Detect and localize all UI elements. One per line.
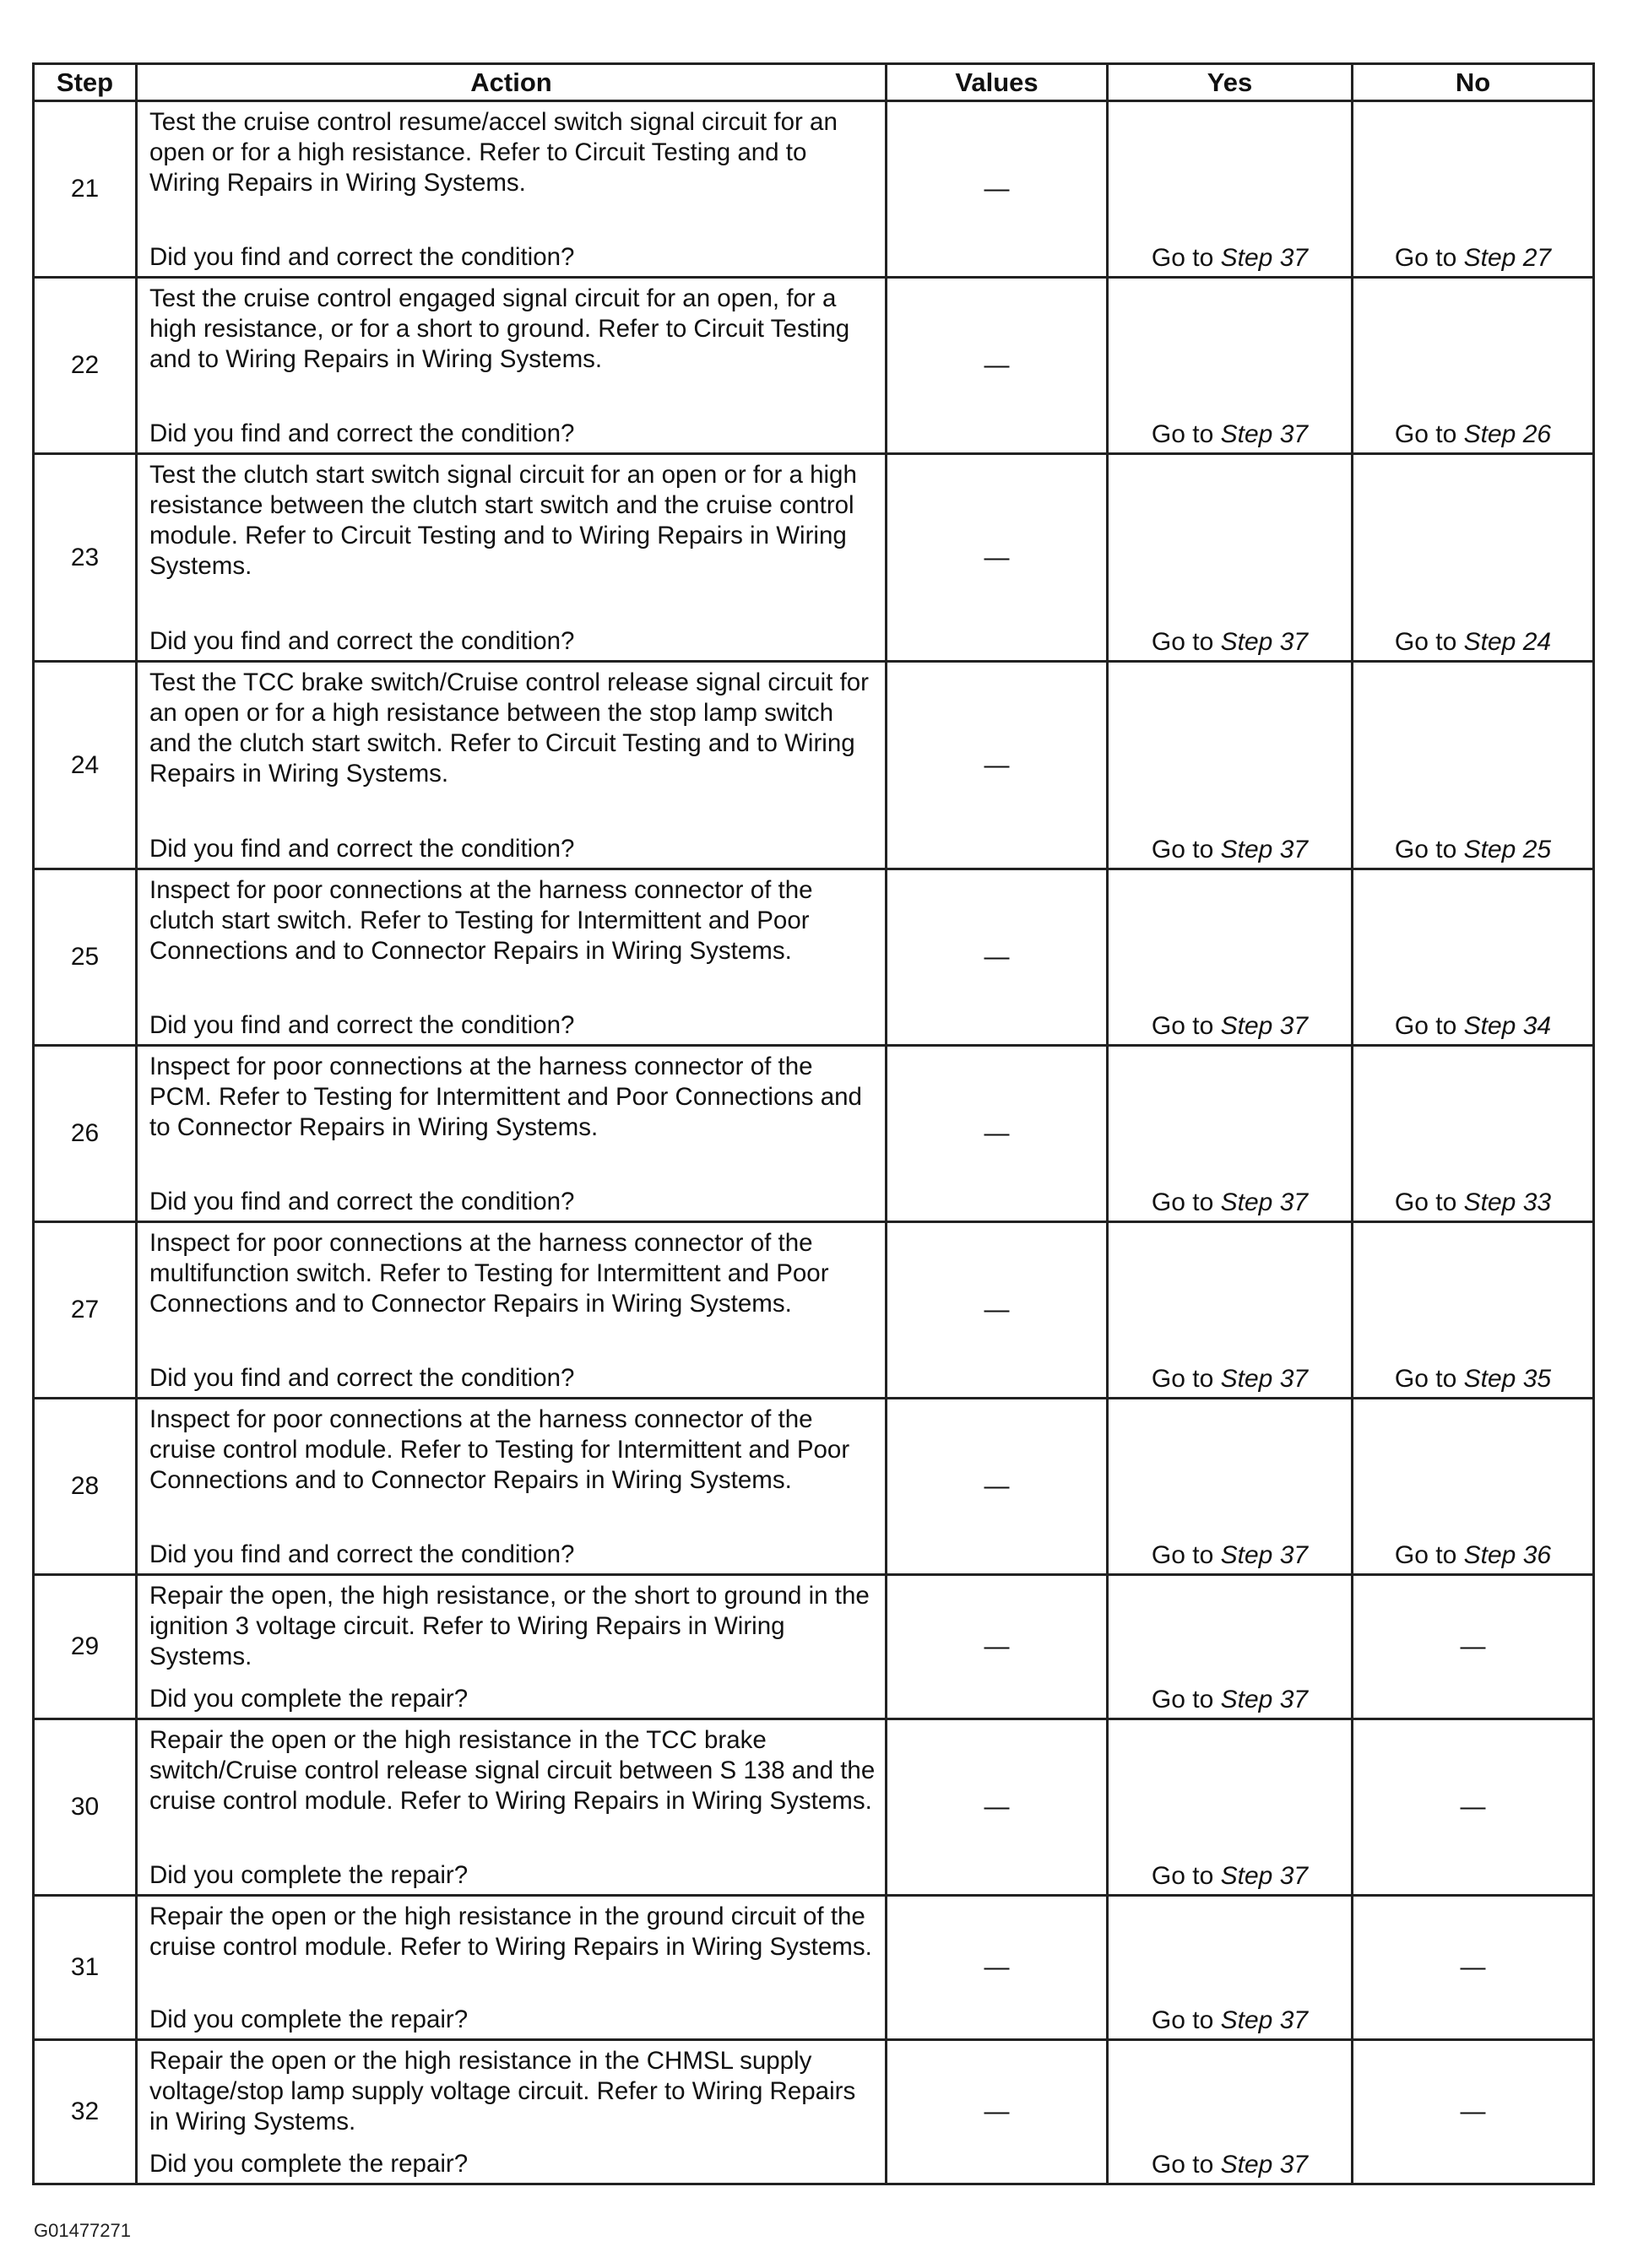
yes-step-ref: Step 37 [1220,1365,1309,1393]
yes-step-ref: Step 37 [1220,1012,1309,1040]
no-goto-prefix: Go to [1394,1188,1457,1216]
action-question: Did you find and correct the condition? [149,419,575,447]
yes-goto-prefix: Go to [1151,420,1214,448]
no-step-ref: Step 35 [1463,1365,1552,1393]
step-number: 26 [34,1046,137,1222]
yes-cell [1108,1222,1353,1399]
header-values: Values [887,64,1108,101]
table-row [34,1046,1594,1222]
values-cell: — [887,278,1108,454]
no-cell [1353,869,1594,1046]
values-cell: — [887,2040,1108,2184]
diagnostic-table [32,62,1595,2185]
yes-step-ref: Step 37 [1220,836,1309,863]
yes-goto [1109,628,1351,657]
table-row [34,1896,1594,2040]
yes-step-ref: Step 37 [1220,244,1309,272]
no-cell [1353,1222,1594,1399]
yes-cell [1108,454,1353,662]
step-number: 24 [34,662,137,869]
yes-step-ref: Step 37 [1220,628,1309,656]
yes-cell [1108,1399,1353,1575]
action-content [149,2046,876,2179]
no-dash: — [1460,2097,1486,2125]
no-cell [1353,278,1594,454]
table-row [34,278,1594,454]
yes-step-ref: Step 37 [1220,1188,1309,1216]
action-content [149,1228,876,1394]
action-cell [137,1896,887,2040]
values-cell: — [887,662,1108,869]
values-cell: — [887,454,1108,662]
no-step-ref: Step 25 [1463,836,1552,863]
values-cell: — [887,1399,1108,1575]
action-cell [137,1046,887,1222]
action-text: Inspect for poor connections at the harness connector of the multifunction switch. Refer to Testing for Intermittent and Poor Connections and to Connector Repairs in Wiring Systems. [149,1229,829,1318]
action-text: Inspect for poor connections at the harness connector of the cruise control module. Refer to Testing for Intermittent and Poor Connections and to Connector Repairs in Wiring Systems. [149,1405,850,1494]
action-cell [137,101,887,278]
yes-goto [1109,1862,1351,1891]
step-number: 22 [34,278,137,454]
no-cell [1353,1575,1594,1719]
action-question: Did you complete the repair? [149,1861,469,1889]
yes-goto [1109,1686,1351,1714]
header-action: Action [137,64,887,101]
yes-cell [1108,869,1353,1046]
action-content [149,1725,876,1891]
step-number: 25 [34,869,137,1046]
yes-goto-prefix: Go to [1151,1862,1214,1890]
action-question: Did you find and correct the condition? [149,835,575,863]
no-goto [1353,420,1592,449]
step-number: 29 [34,1575,137,1719]
action-text: Test the cruise control engaged signal circuit for an open, for a high resistance, or for a short to ground. Refer to Circuit Testing and to Wiring Repairs in Wiring Systems. [149,284,850,373]
action-content [149,1902,876,2035]
no-goto-prefix: Go to [1394,628,1457,656]
values-cell: — [887,101,1108,278]
table-row [34,1575,1594,1719]
values-cell: — [887,1896,1108,2040]
action-cell [137,1222,887,1399]
action-question: Did you complete the repair? [149,1685,469,1713]
step-number: 23 [34,454,137,662]
no-cell [1353,454,1594,662]
action-cell [137,278,887,454]
yes-goto-prefix: Go to [1151,1541,1214,1569]
yes-goto [1109,1188,1351,1217]
no-dash: — [1460,1953,1486,1981]
no-step-ref: Step 34 [1463,1012,1552,1040]
yes-goto-prefix: Go to [1151,2151,1214,2179]
yes-step-ref: Step 37 [1220,2006,1309,2034]
yes-goto-prefix: Go to [1151,1012,1214,1040]
step-number: 27 [34,1222,137,1399]
values-cell: — [887,1719,1108,1896]
action-text: Repair the open, the high resistance, or the short to ground in the ignition 3 voltage circuit. Refer to Wiring Repairs in Wiring Systems. [149,1582,870,1670]
step-number: 31 [34,1896,137,2040]
action-cell [137,1575,887,1719]
no-step-ref: Step 26 [1463,420,1552,448]
values-cell: — [887,1222,1108,1399]
yes-cell [1108,101,1353,278]
step-number: 32 [34,2040,137,2184]
yes-goto [1109,2151,1351,2179]
yes-goto-prefix: Go to [1151,1188,1214,1216]
no-cell [1353,1896,1594,2040]
yes-cell [1108,1575,1353,1719]
table-header-row [34,64,1594,101]
no-step-ref: Step 27 [1463,244,1552,272]
no-goto [1353,1365,1592,1394]
yes-goto [1109,2006,1351,2035]
table-row [34,101,1594,278]
no-step-ref: Step 33 [1463,1188,1552,1216]
yes-cell [1108,2040,1353,2184]
step-number: 30 [34,1719,137,1896]
values-cell: — [887,1575,1108,1719]
no-goto-prefix: Go to [1394,1012,1457,1040]
yes-step-ref: Step 37 [1220,1541,1309,1569]
no-goto-prefix: Go to [1394,1365,1457,1393]
no-step-ref: Step 24 [1463,628,1552,656]
no-goto [1353,244,1592,273]
yes-goto-prefix: Go to [1151,628,1214,656]
action-question: Did you find and correct the condition? [149,1188,575,1215]
table-row [34,1399,1594,1575]
yes-goto-prefix: Go to [1151,244,1214,272]
action-question: Did you find and correct the condition? [149,1540,575,1568]
no-cell [1353,2040,1594,2184]
action-content [149,1052,876,1217]
header-yes: Yes [1108,64,1353,101]
yes-step-ref: Step 37 [1220,1862,1309,1890]
action-cell [137,662,887,869]
values-cell: — [887,1046,1108,1222]
table-body [34,101,1594,2184]
action-content [149,460,876,657]
action-text: Test the cruise control resume/accel switch signal circuit for an open or for a high resistance. Refer to Circuit Testing and to Wiring Repairs in Wiring Systems. [149,108,838,197]
figure-code: G01477271 [34,2220,131,2241]
yes-goto-prefix: Go to [1151,2006,1214,2034]
no-goto [1353,1012,1592,1041]
step-number: 21 [34,101,137,278]
yes-step-ref: Step 37 [1220,2151,1309,2179]
action-content [149,284,876,449]
action-content [149,668,876,864]
no-dash: — [1460,1793,1486,1821]
yes-cell [1108,278,1353,454]
action-content [149,1581,876,1714]
no-goto-prefix: Go to [1394,244,1457,272]
action-question: Did you find and correct the condition? [149,627,575,655]
yes-goto [1109,420,1351,449]
action-question: Did you find and correct the condition? [149,1011,575,1039]
no-step-ref: Step 36 [1463,1541,1552,1569]
step-number: 28 [34,1399,137,1575]
table-row [34,869,1594,1046]
no-goto [1353,1188,1592,1217]
action-text: Inspect for poor connections at the harness connector of the PCM. Refer to Testing for Intermittent and Poor Connections and to Connector Repairs in Wiring Systems. [149,1053,862,1141]
no-cell [1353,1046,1594,1222]
action-content [149,875,876,1041]
action-cell [137,869,887,1046]
no-goto [1353,836,1592,864]
yes-cell [1108,1896,1353,2040]
action-text: Repair the open or the high resistance in the CHMSL supply voltage/stop lamp supply voltage circuit. Refer to Wiring Repairs in Wiring Systems. [149,2047,856,2135]
yes-goto [1109,244,1351,273]
action-content [149,107,876,273]
yes-goto [1109,1541,1351,1570]
action-text: Inspect for poor connections at the harness connector of the clutch start switch. Refer to Testing for Intermittent and Poor Connections and to Connector Repairs in Wiring Systems. [149,876,813,965]
no-cell [1353,1399,1594,1575]
action-text: Test the clutch start switch signal circuit for an open or for a high resistance between the clutch start switch and the cruise control module. Refer to Circuit Testing and to Wiring Repairs in Wiring Systems. [149,461,857,580]
yes-cell [1108,662,1353,869]
header-step: Step [34,64,137,101]
table-row [34,1719,1594,1896]
table-row [34,2040,1594,2184]
no-goto-prefix: Go to [1394,836,1457,863]
action-text: Repair the open or the high resistance in the ground circuit of the cruise control module. Refer to Wiring Repairs in Wiring Systems. [149,1903,872,1961]
yes-goto-prefix: Go to [1151,836,1214,863]
yes-cell [1108,1046,1353,1222]
action-cell [137,2040,887,2184]
yes-goto [1109,1365,1351,1394]
action-content [149,1405,876,1570]
table-row [34,454,1594,662]
no-goto [1353,1541,1592,1570]
no-cell [1353,101,1594,278]
action-question: Did you complete the repair? [149,2005,469,2033]
action-question: Did you complete the repair? [149,2150,469,2178]
action-cell [137,1399,887,1575]
no-goto-prefix: Go to [1394,420,1457,448]
table-row [34,662,1594,869]
table-row [34,1222,1594,1399]
no-goto [1353,628,1592,657]
yes-goto-prefix: Go to [1151,1686,1214,1713]
action-text: Test the TCC brake switch/Cruise control release signal circuit for an open or for a high resistance between the stop lamp switch and the clutch start switch. Refer to Circuit Testing and to Wiring Repairs in Wiring Systems. [149,668,869,788]
action-question: Did you find and correct the condition? [149,1364,575,1392]
no-cell [1353,662,1594,869]
action-text: Repair the open or the high resistance in the TCC brake switch/Cruise control release signal circuit between S 138 and the cruise control module. Refer to Wiring Repairs in Wiring Systems. [149,1726,876,1815]
yes-step-ref: Step 37 [1220,1686,1309,1713]
yes-step-ref: Step 37 [1220,420,1309,448]
no-dash: — [1460,1632,1486,1660]
values-cell: — [887,869,1108,1046]
no-cell [1353,1719,1594,1896]
action-cell [137,1719,887,1896]
yes-cell [1108,1719,1353,1896]
yes-goto [1109,836,1351,864]
header-no: No [1353,64,1594,101]
action-cell [137,454,887,662]
action-question: Did you find and correct the condition? [149,243,575,271]
no-goto-prefix: Go to [1394,1541,1457,1569]
yes-goto [1109,1012,1351,1041]
yes-goto-prefix: Go to [1151,1365,1214,1393]
